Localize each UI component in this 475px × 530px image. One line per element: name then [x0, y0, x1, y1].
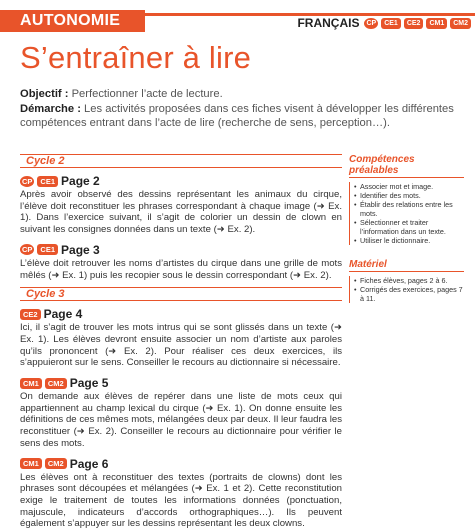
page-5-section — [20, 376, 342, 450]
list-item: • Corrigés des exercices, pages 7 à 11. — [354, 285, 464, 303]
list-item: • Établir des relations entre les mots. — [354, 200, 464, 218]
competences-list — [349, 182, 464, 245]
demarche-text: Les activités proposées dans ces fiches visent à développer les différentes compétences entrant dans l’acte de lire (recherche de sens, perception…). — [20, 102, 454, 129]
list-item: • Fiches élèves, pages 2 à 6. — [354, 276, 464, 285]
page-4-section — [20, 307, 342, 369]
page-5-title: Page 5 — [69, 376, 109, 391]
level-badge-ce2: CE2 — [20, 309, 41, 320]
page-3-section — [20, 243, 342, 281]
level-badge-cm1: CM1 — [20, 458, 42, 469]
level-badge-cm1: CM1 — [426, 18, 447, 29]
cycle-3-header: Cycle 3 — [20, 287, 342, 301]
cycle-2-header: Cycle 2 — [20, 154, 342, 168]
level-badge-cp: CP — [366, 19, 377, 27]
page-2-text: Après avoir observé des dessins représentant les animaux du cirque, l’élève doit reconstituer les phrases correspondant à chaque image (➜ Ex. 1). Dans l’exercice suivant, il s’agit de colorier un dessin de clown en suivant les consignes données dans un texte (➜ Ex. 2). — [20, 189, 342, 236]
page-4-title: Page 4 — [43, 307, 83, 322]
level-badge-ce2: CE2 — [404, 18, 424, 29]
page-title: S’entraîner à lire — [20, 40, 252, 75]
objectif-label: Objectif : — [20, 88, 69, 100]
page-6-section — [20, 457, 342, 530]
objectif-line — [20, 87, 460, 102]
page-2-title: Page 2 — [61, 174, 100, 188]
page-6-text: Les élèves ont à reconstituer des textes (portraits de clowns) dont les phrases sont découpées et mélangées (➜ Ex. 1 et 2). Cette reconstitution exige le traitement de toutes les informations données (ponctuation, majuscule, indicateurs d’accords orthographiques…). Ils peuvent également s’appuyer sur les dessins représentant les deux clowns. — [20, 471, 342, 530]
list-item: • Associer mot et image. — [354, 182, 464, 191]
level-badge-cm2: CM2 — [45, 458, 67, 469]
list-item: • Utiliser le dictionnaire. — [354, 236, 464, 245]
page-5-heading — [20, 376, 342, 390]
page-2-heading — [20, 174, 342, 188]
page-3-text: L’élève doit retrouver les noms d’artistes du cirque dans une grille de mots mêlés (➜ Ex. 1) puis les recopier sous le dessin correspondant (➜ Ex. 2). — [20, 257, 342, 281]
objectives-block — [20, 87, 460, 131]
level-badge-ce1: CE1 — [37, 244, 58, 255]
section-label: AUTONOMIE — [0, 10, 145, 32]
level-badge-cm2: CM2 — [45, 378, 67, 389]
competences-heading: Compétences préalables — [349, 154, 464, 178]
demarche-line — [20, 102, 460, 131]
page-3-title: Page 3 — [61, 242, 100, 257]
page-2-section — [20, 174, 342, 236]
page-6-heading — [20, 457, 342, 471]
page-3-heading — [20, 243, 342, 257]
level-badge-cp: CP — [22, 176, 33, 186]
list-item: • Identifier des mots. — [354, 191, 464, 200]
list-item: • Sélectionner et traiter l’information dans un texte. — [354, 218, 464, 236]
sidebar — [349, 154, 464, 303]
level-badge-ce1: CE1 — [37, 176, 58, 187]
page-6-title: Page 6 — [69, 456, 109, 471]
page-5-text: On demande aux élèves de repérer dans une liste de mots ceux qui appartiennent au champ lexical du cirque (➜ Ex. 1). On donne ensuite les définitions de ces mêmes mots, mélangées deux par deux. Il leur faudra les reconstituer (➜ Ex. 2). Conseiller le recours au dictionnaire pour vérifier le sens des mots. — [20, 391, 342, 449]
level-badge-cp: CP — [22, 245, 33, 255]
page-4-heading — [20, 307, 342, 321]
materiel-list — [349, 276, 464, 303]
page-4-text: Ici, il s’agit de trouver les mots intrus qui se sont glissés dans un texte (➜ Ex. 1). Les élèves devront ensuite associer un nom d’artiste aux paroles qu’ils prononcent (➜ Ex. 2). Pour réaliser ces deux exercices, ils s’appuieront sur le sens. Conseiller le recours au dictionnaire si nécessaire. — [20, 322, 342, 369]
header-bar — [0, 0, 475, 36]
level-badge-cm2: CM2 — [450, 18, 471, 29]
main-column — [20, 154, 342, 530]
demarche-label: Démarche : — [20, 102, 81, 115]
level-badge-ce1: CE1 — [381, 18, 401, 29]
materiel-heading: Matériel — [349, 259, 464, 272]
objectif-text: Perfectionner l’acte de lecture. — [68, 88, 223, 100]
level-badge-cm1: CM1 — [20, 378, 42, 389]
subject-levels — [297, 16, 471, 30]
subject-name: FRANÇAIS — [297, 16, 360, 30]
